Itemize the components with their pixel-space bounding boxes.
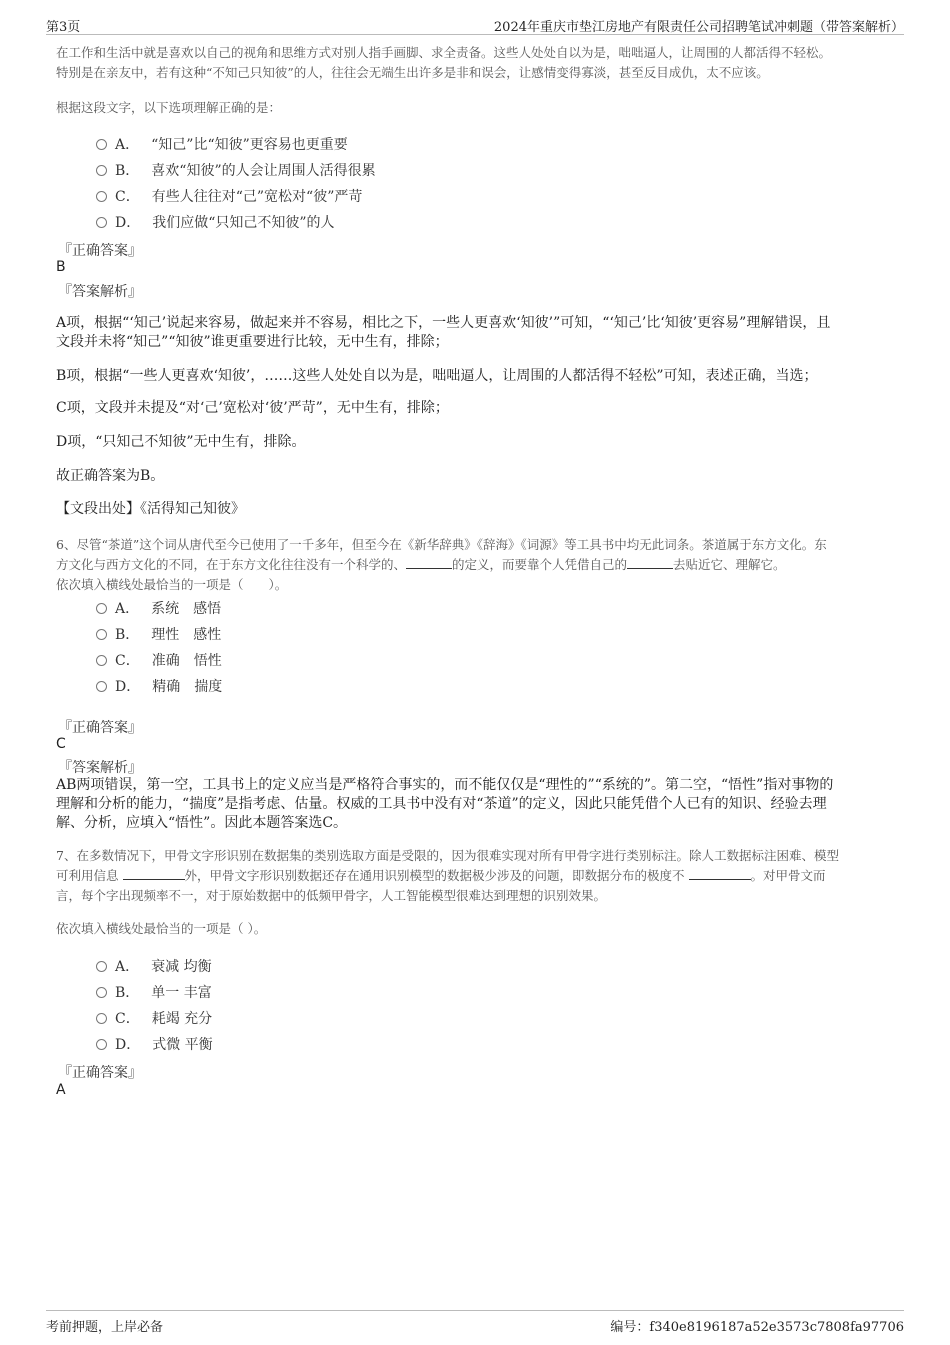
q6-analysis-line: AB两项错误，第一空，工具书上的定义应当是严格符合事实的，而不能仅仅是“理性的”“系统的”。第二空，“悟性”指对事物的	[56, 777, 834, 793]
radio-icon[interactable]	[96, 655, 107, 666]
radio-icon[interactable]	[96, 191, 107, 202]
q6-option-c[interactable]: C． 准确 悟性	[96, 650, 222, 670]
fill-blank	[689, 867, 751, 880]
q7-prompt: 依次填入横线处最恰当的一项是（ ）。	[56, 921, 267, 936]
q7-option-c[interactable]: C． 耗竭 充分	[96, 1008, 212, 1028]
q5-option-a[interactable]: A． “知己”比“知彼”更容易也更重要	[96, 134, 348, 154]
q7-option-d[interactable]: D． 式微 平衡	[96, 1034, 213, 1054]
page-header	[46, 14, 904, 35]
q7-stem-line-3: 言，每个字出现频率不一，对于原始数据中的低频甲骨字，人工智能模型很难达到理想的识别效果。	[56, 888, 607, 903]
q7-stem-line-1: 7、在多数情况下，甲骨文字形识别在数据集的类别选取方面是受限的，因为很难实现对所有甲骨字进行类别标注。除人工数据标注困难、模型	[56, 848, 839, 863]
q6-stem-line-3: 依次填入横线处最恰当的一项是（ ）。	[56, 577, 288, 592]
radio-icon[interactable]	[96, 217, 107, 228]
q5-analysis-line: A项，根据“‘知己’说起来容易，做起来并不容易，相比之下，一些人更喜欢‘知彼’”可知，“‘知己’比‘知彼’更容易”理解错误，且	[56, 315, 831, 331]
q5-option-d[interactable]: D． 我们应做“只知己不知彼”的人	[96, 212, 335, 232]
q7-option-a[interactable]: A． 衰减 均衡	[96, 956, 212, 976]
q5-option-c[interactable]: C． 有些人往往对“己”宽松对“彼”严苛	[96, 186, 362, 206]
radio-icon[interactable]	[96, 629, 107, 640]
radio-icon[interactable]	[96, 603, 107, 614]
q5-source: 【文段出处】《活得知己知彼》	[56, 501, 245, 517]
q6-analysis-line: 理解和分析的能力，“揣度”是指考虑、估量。权威的工具书中没有对“茶道”的定义，因此只能凭借个人已有的知识、经验去理	[56, 796, 827, 812]
document-id: 编号：f340e8196187a52e3573c7808fa97706	[610, 1320, 904, 1335]
q6-analysis-label: 『答案解析』	[58, 760, 142, 776]
q6-option-a[interactable]: A． 系统 感悟	[96, 598, 221, 618]
q6-option-d[interactable]: D． 精确 揣度	[96, 676, 222, 696]
q5-analysis-line: D项，“只知己不知彼”无中生有，排除。	[56, 434, 306, 450]
q7-option-b[interactable]: B． 单一 丰富	[96, 982, 212, 1002]
radio-icon[interactable]	[96, 1013, 107, 1024]
footer-slogan: 考前押题，上岸必备	[46, 1320, 164, 1335]
q7-stem-line-2: 可利用信息 外，甲骨文字形识别数据还存在通用识别模型的数据极少涉及的问题，即数据分布的极度不 。对甲骨文而	[56, 868, 826, 883]
q6-stem-line-2: 方文化与西方文化的不同，在于东方文化往往没有一个科学的、 的定义，而要靠个人凭借自己的 去贴近它、理解它。	[56, 557, 786, 572]
q6-analysis-line: 解、分析，应填入“悟性”。因此本题答案选C。	[56, 815, 348, 831]
q5-prompt: 根据这段文字，以下选项理解正确的是：	[56, 100, 282, 115]
q5-answer-label: 『正确答案』	[58, 243, 142, 259]
q5-conclusion: 故正确答案为B。	[56, 468, 165, 484]
q6-option-b[interactable]: B． 理性 感性	[96, 624, 221, 644]
q6-stem-line-1: 6、尽管“茶道”这个词从唐代至今已使用了一千多年，但至今在《新华辞典》《辞海》《词源》等工具书中均无此词条。茶道属于东方文化。东	[56, 537, 827, 552]
fill-blank	[406, 556, 452, 569]
page-footer	[46, 1310, 904, 1335]
fill-blank	[627, 556, 673, 569]
q5-analysis-line: 文段并未将“知己”“知彼”谁更重要进行比较，无中生有，排除；	[56, 334, 449, 350]
q5-passage-line-1: 在工作和生活中就是喜欢以自己的视角和思维方式对别人指手画脚、求全责备。这些人处处自以为是，咄咄逼人，让周围的人都活得不轻松。	[56, 45, 832, 60]
q5-analysis-line: C项，文段并未提及“对‘己’宽松对‘彼’严苛”，无中生有，排除；	[56, 400, 449, 416]
radio-icon[interactable]	[96, 681, 107, 692]
q5-analysis-label: 『答案解析』	[58, 284, 142, 300]
q6-answer-label: 『正确答案』	[58, 720, 142, 736]
fill-blank	[123, 867, 185, 880]
q5-analysis-line: B项，根据“一些人更喜欢‘知彼’，……这些人处处自以为是，咄咄逼人，让周围的人都活得不轻松”可知，表述正确，当选；	[56, 368, 818, 384]
q5-option-b[interactable]: B． 喜欢“知彼”的人会让周围人活得很累	[96, 160, 376, 180]
page-number: 第3页	[46, 20, 81, 35]
q7-answer-label: 『正确答案』	[58, 1065, 142, 1081]
radio-icon[interactable]	[96, 961, 107, 972]
radio-icon[interactable]	[96, 139, 107, 150]
radio-icon[interactable]	[96, 165, 107, 176]
q7-answer: A	[56, 1082, 66, 1098]
document-title: 2024年重庆市垫江房地产有限责任公司招聘笔试冲刺题（带答案解析）	[493, 20, 904, 35]
q6-answer: C	[56, 736, 66, 752]
q5-passage-line-2: 特别是在亲友中，若有这种“不知己只知彼”的人，往往会无端生出许多是非和误会，让感情变得寡淡，甚至反目成仇，太不应该。	[56, 65, 769, 80]
radio-icon[interactable]	[96, 1039, 107, 1050]
radio-icon[interactable]	[96, 987, 107, 998]
q5-answer: B	[56, 259, 66, 275]
